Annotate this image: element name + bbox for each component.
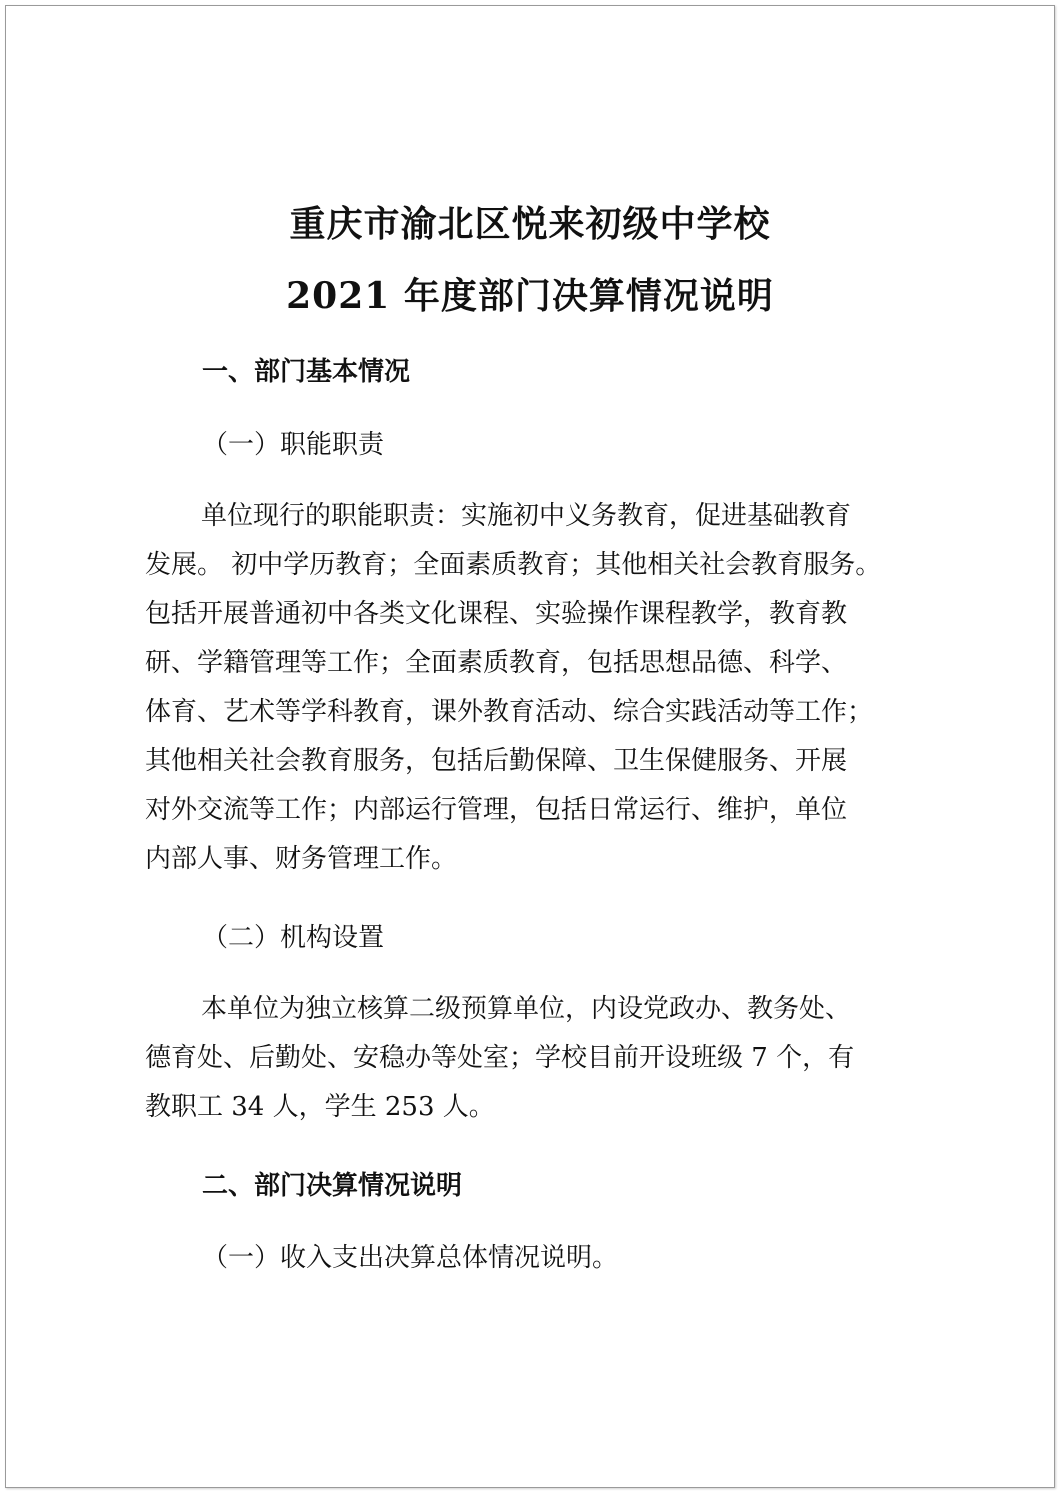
document-title-line2: 2021 年度部门决算情况说明 (286, 275, 774, 317)
paragraph-line: 德育处、后勤处、安稳办等处室；学校目前开设班级 7 个，有 (145, 1043, 855, 1073)
paragraph-line: 内部人事、财务管理工作。 (145, 844, 458, 874)
section1-sub2-heading: （二）机构设置 (202, 923, 385, 953)
paragraph-line: 研、学籍管理等工作；全面素质教育，包括思想品德、科学、 (145, 648, 848, 678)
paragraph-line: 本单位为独立核算二级预算单位，内设党政办、教务处、 (201, 994, 852, 1024)
paragraph-line: 包括开展普通初中各类文化课程、实验操作课程教学，教育教 (145, 599, 848, 629)
section1-sub1-heading: （一）职能职责 (202, 430, 385, 460)
paragraph-line: 对外交流等工作；内部运行管理，包括日常运行、维护，单位 (145, 795, 848, 825)
paragraph-line: 其他相关社会教育服务，包括后勤保障、卫生保健服务、开展 (145, 746, 848, 776)
section1-heading: 一、部门基本情况 (202, 357, 411, 387)
paragraph-line: 单位现行的职能职责：实施初中义务教育，促进基础教育 (201, 501, 852, 531)
section2-sub1-heading: （一）收入支出决算总体情况说明。 (202, 1243, 619, 1273)
paragraph-line: 教职工 34 人，学生 253 人。 (145, 1092, 495, 1122)
organization-paragraph (145, 985, 945, 1132)
section2-heading: 二、部门决算情况说明 (202, 1171, 463, 1201)
document-title-line1: 重庆市渝北区悦来初级中学校 (289, 203, 771, 245)
paragraph-line: 发展。 初中学历教育；全面素质教育；其他相关社会教育服务。 (145, 550, 882, 580)
paragraph-line: 体育、艺术等学科教育，课外教育活动、综合实践活动等工作； (145, 697, 874, 727)
duties-paragraph (145, 492, 945, 884)
